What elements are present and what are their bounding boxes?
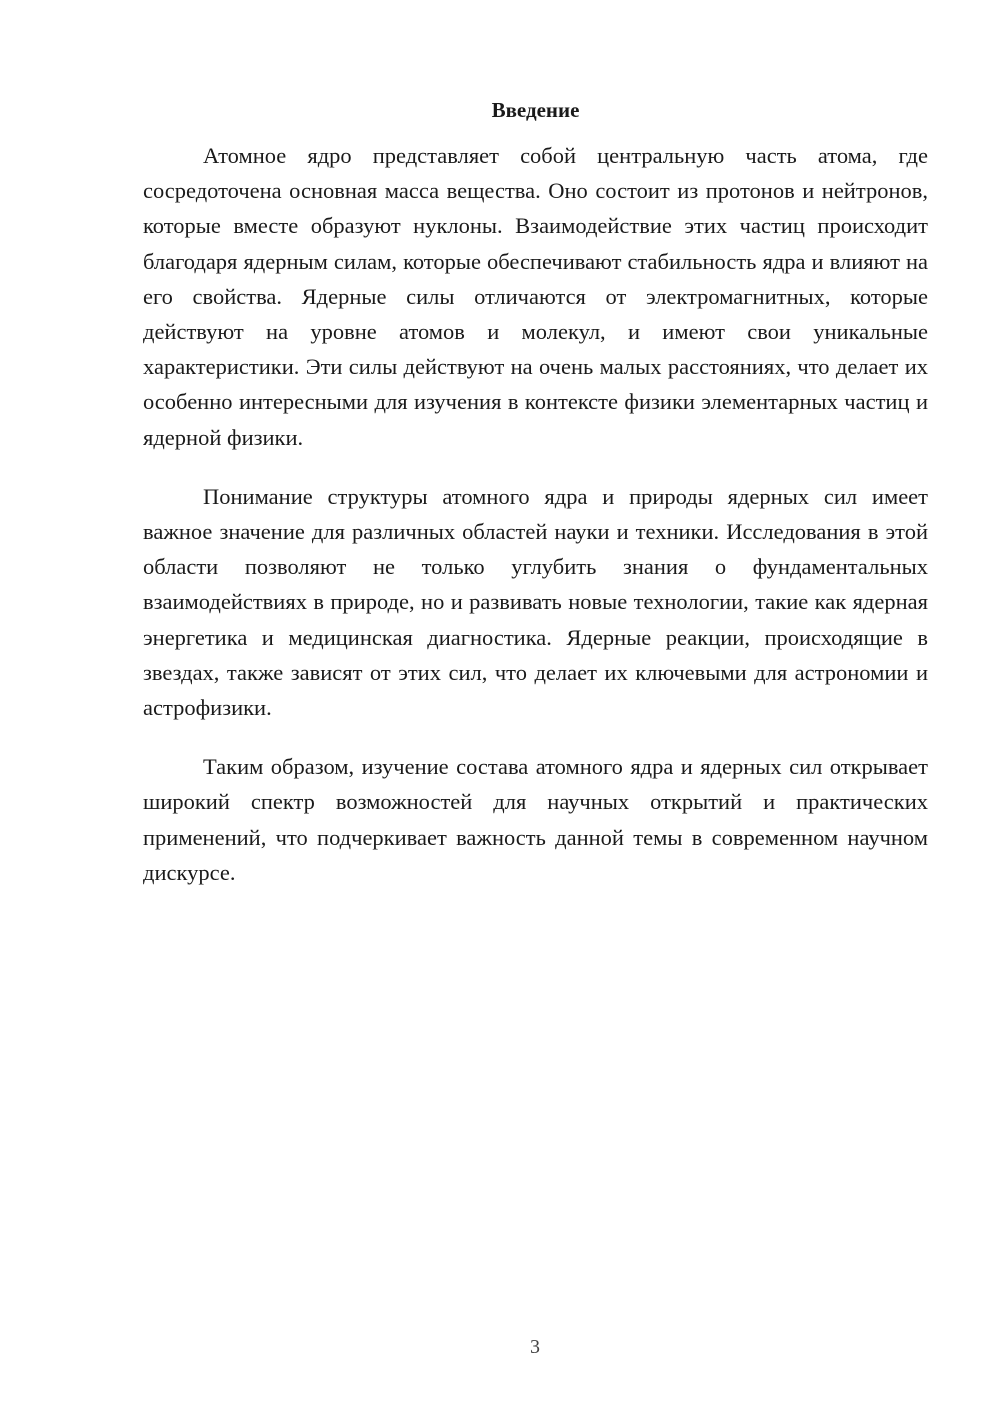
page-content (143, 96, 928, 914)
paragraph-1: Атомное ядро представляет собой центральную часть атома, где сосредоточена основная масса вещества. Оно состоит из протонов и нейтронов, которые вместе образуют нуклоны. Взаимодействие этих частиц происходит благодаря ядерным силам, которые обеспечивают стабильность ядра и влияют на его свойства. Ядерные силы отличаются от электромагнитных, которые действуют на уровне атомов и молекул, и имеют свои уникальные характеристики. Эти силы действуют на очень малых расстояниях, что делает их особенно интересными для изучения в контексте физики элементарных частиц и ядерной физики. (143, 143, 928, 450)
paragraph-3: Таким образом, изучение состава атомного ядра и ядерных сил открывает широкий спектр возможностей для научных открытий и практических применений, что подчеркивает важность данной темы в современном научном дискурсе. (143, 754, 928, 885)
paragraph-2: Понимание структуры атомного ядра и природы ядерных сил имеет важное значение для различных областей науки и техники. Исследования в этой области позволяют не только углубить знания о фундаментальных взаимодействиях в природе, но и развивать новые технологии, такие как ядерная энергетика и медицинская диагностика. Ядерные реакции, происходящие в звездах, также зависят от этих сил, что делает их ключевыми для астрономии и астрофизики. (143, 483, 928, 721)
section-heading: Введение (491, 98, 580, 122)
page-number: 3 (530, 1336, 540, 1358)
